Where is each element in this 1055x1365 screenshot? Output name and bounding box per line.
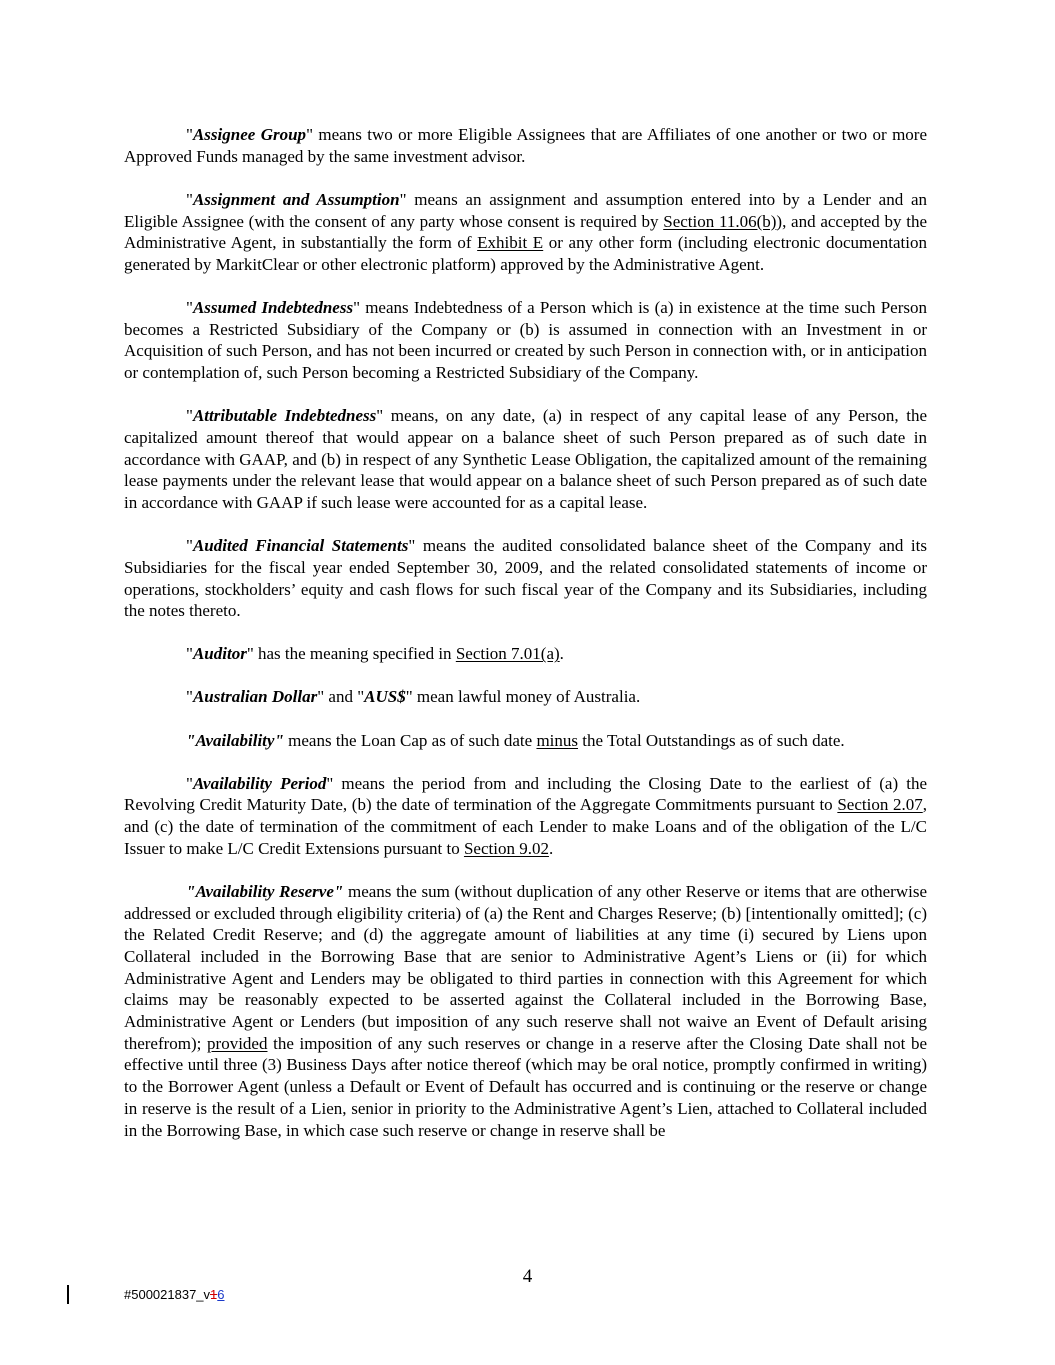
cross-reference: Section 11.06(b) [663, 211, 777, 231]
paragraph-text: means the Loan Cap as of such date [283, 730, 537, 750]
defined-term: "Availability" [186, 730, 284, 750]
definition-paragraph [124, 405, 927, 514]
definition-paragraph [124, 189, 927, 276]
defined-term: Australian Dollar [192, 687, 318, 707]
cross-reference: Section 7.01(a) [455, 644, 560, 664]
doc-id-deleted-version: 1 [210, 1287, 218, 1302]
defined-term: Assignee Group [192, 125, 307, 144]
paragraph-text: " has the meaning specified in [246, 644, 456, 664]
paragraph-text: " means two or more Eligible Assignees that are Affiliates of one another or two or more Approved Funds managed by the same investment advisor. [124, 125, 928, 166]
paragraph-text: " means Indebtedness of a Person which is (a) in existence at the time such Person becomes a Restricted Subsidiary of the Company or (b) is assumed in connection with an Investment in or Acquisition of such Person, and has not been incurred or created by such Person in connection with, or in anticipation or contemplation of, such Person becoming a Restricted Subsidiary of the Company. [124, 298, 927, 383]
cross-reference: minus [536, 730, 579, 750]
definition-paragraph [124, 297, 927, 384]
definition-paragraph [124, 881, 927, 1141]
defined-term: AUS$ [364, 687, 406, 707]
paragraph-text: " and " [317, 687, 365, 707]
definition-paragraph [124, 535, 927, 622]
document-id [124, 1287, 225, 1302]
defined-term: Assumed Indebtedness [192, 298, 354, 317]
paragraph-text: " [186, 406, 193, 426]
defined-term: Attributable Indebtedness [192, 406, 377, 426]
paragraph-text: means the sum (without duplication of any other Reserve or items that are otherwise addressed or excluded through eligibility criteria) of (a) the Rent and Charges Reserve; (b) [intentionally omitted]; (c) the Related Credit Reserve; and (d) the aggregate amount of liabilities at any time (i) secured by Liens upon Collateral included in the Borrowing Base that are senior to Administrative Agent’s Liens or (ii) for which Administrative Agent and Lenders may be obligated to third parties in connection with this Agreement for which claims may be reasonably expected to be asserted against the Collateral included in the Borrowing Base, Administrative Agent or Lenders (but imposition of any such reserve shall not waive an Event of Default arising therefrom); [124, 881, 928, 1053]
paragraph-text: " means the period from and including the Closing Date to the earliest of (a) the Revolving Credit Maturity Date, (b) the date of termination of the Aggregate Commitments pursuant to [124, 773, 927, 815]
definition-paragraph [124, 730, 927, 752]
change-bar [67, 1285, 69, 1304]
paragraph-text: " means, on any date, (a) in respect of any capital lease of any Person, the capitalized amount thereof that would appear on a balance sheet of such Person prepared as of such date in accordance with GAAP, and (b) in respect of any Synthetic Lease Obligation, the capitalized amount of the remaining lease payments under the relevant lease that would appear on a balance sheet of such Person prepared as of such date in accordance with GAAP if such lease were accounted for as a capital lease. [124, 406, 927, 513]
paragraph-text: " [186, 644, 193, 664]
paragraph-text: " [186, 298, 193, 317]
cross-reference: Exhibit E [477, 233, 544, 253]
defined-term: "Availability Reserve" [186, 881, 344, 901]
paragraph-text: " means an assignment and assumption entered into by a Lender and an Eligible Assignee (with the consent of any party whose consent is required by [124, 189, 928, 231]
paragraph-text: " [186, 773, 193, 793]
paragraph-text: , and (c) the date of termination of the commitment of each Lender to make Loans and of the obligation of the L/C Issuer to make L/C Credit Extensions pursuant to [124, 795, 927, 858]
doc-id-inserted-version: 6 [217, 1287, 225, 1302]
document-body [124, 124, 927, 1163]
definition-paragraph [124, 773, 927, 860]
paragraph-text: the imposition of any such reserves or change in a reserve after the Closing Date shall not be effective until three (3) Business Days after notice thereof (which may be oral notice, promptly confirmed in writing) to the Borrower Agent (unless a Default or Event of Default has occurred and is continuing or the reserve or change in reserve is the result of a Lien, senior in priority to the Administrative Agent’s Lien, attached to Collateral included in the Borrowing Base, in which case such reserve or change in reserve shall be [124, 1033, 927, 1140]
cross-reference: provided [207, 1033, 268, 1053]
paragraph-text: " [186, 125, 193, 144]
paragraph-text: " means the audited consolidated balance sheet of the Company and its Subsidiaries for the fiscal year ended September 30, 2009, and the related consolidated statements of income or operations, stockholders’ equity and cash flows for such fiscal year of the Company and its Subsidiaries, including the notes thereto. [124, 536, 927, 621]
defined-term: Assignment and Assumption [192, 189, 400, 209]
paragraph-text: " mean lawful money of Australia. [405, 687, 641, 707]
paragraph-text: . [548, 838, 554, 858]
paragraph-text: ), and accepted by the Administrative Agent, in substantially the form of [124, 211, 927, 253]
defined-term: Auditor [192, 644, 247, 664]
paragraph-text: " [186, 687, 193, 707]
defined-term: Availability Period [192, 773, 327, 793]
cross-reference: Section 9.02 [463, 838, 549, 858]
paragraph-text: . [559, 644, 564, 664]
definition-paragraph [124, 124, 927, 167]
paragraph-text: or any other form (including electronic documentation generated by MarkitClear or other electronic platform) approved by the Administrative Agent. [124, 233, 927, 274]
paragraph-text: " [186, 189, 193, 209]
cross-reference: Section 2.07 [837, 795, 923, 815]
definition-paragraph [124, 686, 927, 708]
paragraph-text: the Total Outstandings as of such date. [578, 730, 845, 750]
definition-paragraph [124, 643, 927, 665]
page-number: 4 [522, 1266, 533, 1287]
paragraph-text: " [186, 536, 193, 556]
doc-id-prefix: #500021837_v [124, 1287, 211, 1302]
defined-term: Audited Financial Statements [192, 536, 409, 556]
